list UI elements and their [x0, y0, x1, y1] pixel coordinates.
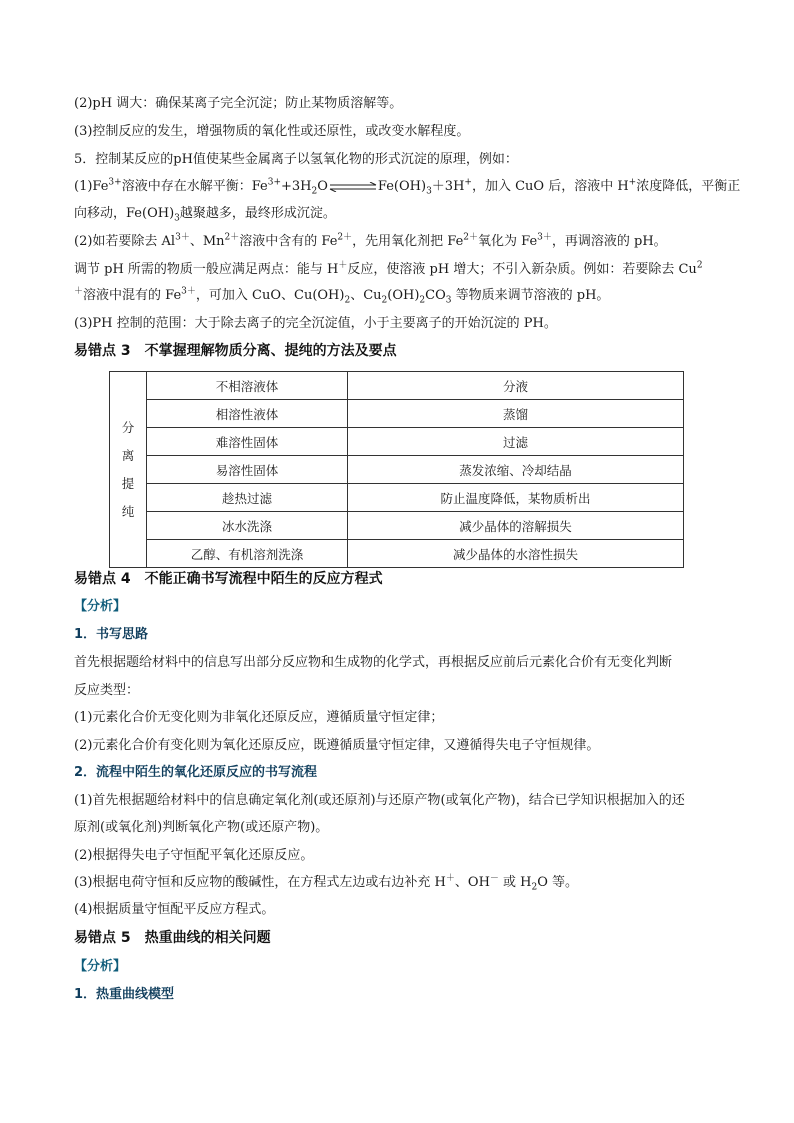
paragraph-fe-hydrolysis: $(1)Fe^{3+}$溶液中存在水解平衡：$Fe^{3+}+3H_2O$ $Fe(OH)_3+3H^+$，加入 CuO 后，溶液中 H+浓度降低，平衡正: [74, 177, 741, 197]
table-cell-method: 蒸馏: [348, 400, 684, 428]
table-row: [110, 372, 684, 400]
table-cell-method: 蒸发浓缩、冷却结晶: [348, 456, 684, 484]
section-5-title: 易错点 5 热重曲线的相关问题: [74, 930, 271, 946]
table-row: [110, 400, 684, 428]
paragraph-redox: (2)元素化合价有变化则为氧化还原反应，既遵循质量守恒定律，又遵循得失电子守恒规律。: [74, 738, 600, 753]
paragraph-ph-range: (3)PH 控制的范围：大于除去离子的完全沉淀值，小于主要离子的开始沉淀的 PH。: [74, 316, 557, 331]
table-cell-item: 冰水洗涤: [147, 512, 348, 540]
paragraph-ph-reagent: 调节 pH 所需的物质一般应满足两点：能与 H＋反应，使溶液 pH 增大；不引入新杂质。例如：若要除去 Cu$^2$: [74, 260, 703, 277]
paragraph-remove-fe2: (2)如若要除去 $Al^{3+}$、$Mn^{2+}$溶液中含有的 $Fe^{2+}$，先用氧化剂把 $Fe^{2+}$氧化为 $Fe^{3+}$，再调溶液的 pH。: [74, 232, 667, 249]
table-row: [110, 512, 684, 540]
paragraph-flow-step-3: (3)根据电荷守恒和反应物的酸碱性，在方程式左边或右边补充 H＋、OH－ 或 $H_2O$ 等。: [74, 873, 579, 893]
analysis-label-5: 【分析】: [74, 959, 127, 974]
paragraph-fe-oh3: 向移动，$Fe(OH)_3$越聚越多，最终形成沉淀。: [74, 206, 336, 224]
paragraph-flow-step-4: (4)根据质量守恒配平反应方程式。: [74, 902, 275, 917]
table-row: [110, 540, 684, 568]
equilibrium-arrow-icon: [328, 182, 378, 192]
paragraph-flow-step-1: (1)首先根据题给材料中的信息确定氧化剂(或还原剂)与还原产物(或氧化产物)，结合已学知识根据加入的还: [74, 793, 685, 808]
table-cell-item: 乙醇、有机溶剂洗涤: [147, 540, 348, 568]
paragraph-flow-step-2: (2)根据得失电子守恒配平氧化还原反应。: [74, 848, 314, 863]
table-row: [110, 428, 684, 456]
paragraph-ph-principle: 5．控制某反应的pH值使某些金属离子以氢氧化物的形式沉淀的原理，例如：: [74, 152, 518, 167]
table-cell-item: 趁热过滤: [147, 484, 348, 512]
analysis-label: 【分析】: [74, 599, 127, 614]
paragraph-writing-approach: 首先根据题给材料中的信息写出部分反应物和生成物的化学式，再根据反应前后元素化合价有无变化判断: [74, 655, 673, 670]
table-cell-method: 过滤: [348, 428, 684, 456]
table-cell-method: 分液: [348, 372, 684, 400]
subheading-redox-flow: 2．流程中陌生的氧化还原反应的书写流程: [74, 765, 318, 780]
table-cell-item: 相溶性液体: [147, 400, 348, 428]
table-cell-item: 易溶性固体: [147, 456, 348, 484]
paragraph-ph-adjust: (2)pH 调大：确保某离子完全沉淀；防止某物质溶解等。: [74, 96, 403, 111]
table-cell-method: 减少晶体的溶解损失: [348, 512, 684, 540]
paragraph-ph-reagent-cont: ＋溶液中混有的 $Fe^{3+}$，可加入 CuO、$Cu(OH)_2$、$Cu_2(OH)_2CO_3$ 等物质来调节溶液的 pH。: [74, 286, 610, 306]
paragraph-flow-step-1-cont: 原剂(或氧化剂)判断氧化产物(或还原产物)。: [74, 820, 329, 835]
section-4-title: 易错点 4 不能正确书写流程中陌生的反应方程式: [74, 571, 383, 587]
paragraph-writing-approach-cont: 反应类型：: [74, 683, 140, 698]
paragraph-non-redox: (1)元素化合价无变化则为非氧化还原反应，遵循质量守恒定律；: [74, 710, 444, 725]
paragraph-control-reaction: (3)控制反应的发生，增强物质的氧化性或还原性，或改变水解程度。: [74, 124, 470, 139]
table-cell-method: 防止温度降低，某物质析出: [348, 484, 684, 512]
separation-table: [109, 371, 684, 568]
subheading-writing-approach: 1．书写思路: [74, 627, 149, 642]
table-group-label: 分离提纯: [110, 372, 147, 568]
subheading-thermogravimetric-model: 1．热重曲线模型: [74, 987, 175, 1002]
table-cell-item: 难溶性固体: [147, 428, 348, 456]
section-3-title: 易错点 3 不掌握理解物质分离、提纯的方法及要点: [74, 343, 397, 359]
table-cell-item: 不相溶液体: [147, 372, 348, 400]
table-cell-method: 减少晶体的水溶性损失: [348, 540, 684, 568]
table-row: [110, 484, 684, 512]
table-row: [110, 456, 684, 484]
